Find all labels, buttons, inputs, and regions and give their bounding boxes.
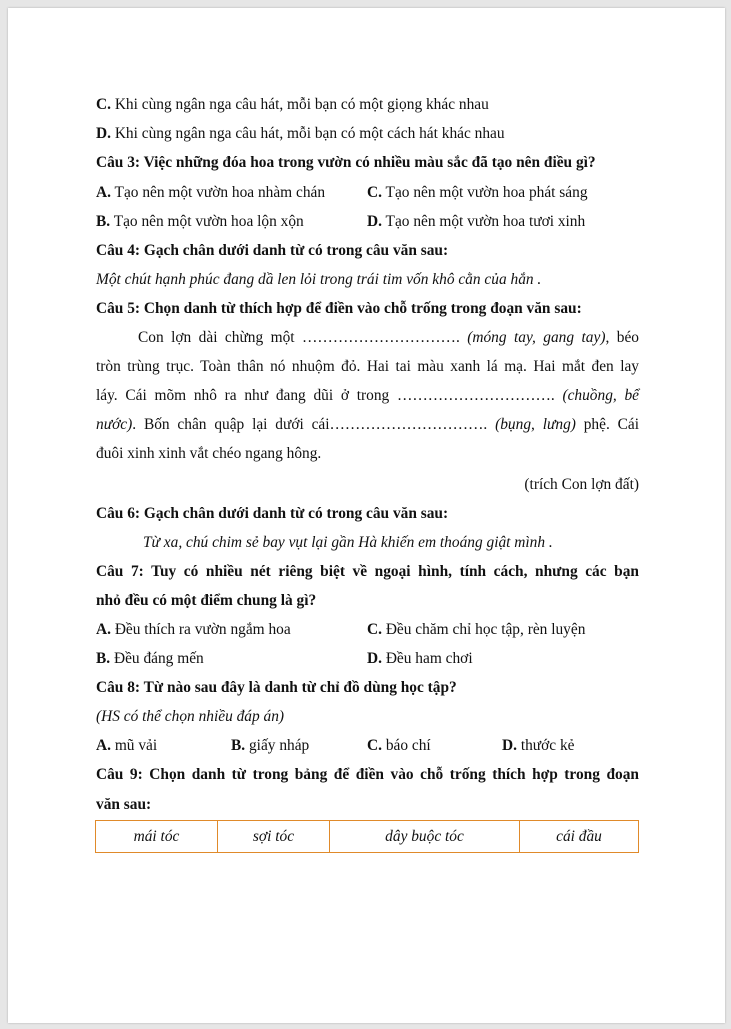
option-d: D. Khi cùng ngân nga câu hát, mỗi bạn có một cách hát khác nhau (96, 125, 505, 142)
word-bank-table (95, 820, 639, 853)
question-9-line-2: văn sau: (96, 796, 152, 813)
question-6: Câu 6: Gạch chân dưới danh từ có trong câu văn sau: (96, 505, 449, 522)
q5-paragraph-line-3: láy. Cái mõm nhô ra như đang dũi ở trong …………………………. (chuồng, bể (96, 387, 639, 404)
q7-option-b: B. Đều đáng mến (96, 650, 204, 667)
q7-option-d: D. Đều ham chơi (367, 650, 473, 667)
q5-paragraph-line-1: Con lợn dài chừng một …………………………. (móng tay, gang tay), béo (138, 329, 639, 346)
q7-option-c: C. Đều chăm chỉ học tập, rèn luyện (367, 621, 586, 638)
q7-option-a: A. Đều thích ra vườn ngắm hoa (96, 621, 291, 638)
q4-sentence: Một chút hạnh phúc đang dầ len lỏi trong trái tim vốn khô cằn của hắn . (96, 271, 542, 288)
q3-option-c: C. Tạo nên một vườn hoa phát sáng (367, 184, 588, 201)
q3-option-b: B. Tạo nên một vườn hoa lộn xộn (96, 213, 304, 230)
q3-option-d: D. Tạo nên một vườn hoa tươi xinh (367, 213, 586, 230)
q8-option-c: C. báo chí (367, 737, 431, 754)
option-c: C. Khi cùng ngân nga câu hát, mỗi bạn có một giọng khác nhau (96, 96, 489, 113)
word-cell: sợi tóc (218, 821, 330, 853)
q8-note: (HS có thể chọn nhiều đáp án) (96, 708, 285, 725)
question-7-line-1: Câu 7: Tuy có nhiều nét riêng biệt về ngoại hình, tính cách, nhưng các bạn (96, 563, 639, 580)
word-cell: dây buộc tóc (330, 821, 520, 853)
q5-paragraph-line-2: tròn trùng trục. Toàn thân nó nhuộm đỏ. Hai tai màu xanh lá mạ. Hai mắt đen lay (96, 358, 639, 375)
q6-sentence: Từ xa, chú chim sẻ bay vụt lại gần Hà khiến em thoáng giật mình . (143, 534, 553, 551)
q8-option-a: A. mũ vải (96, 737, 158, 754)
question-3: Câu 3: Việc những đóa hoa trong vườn có nhiều màu sắc đã tạo nên điều gì? (96, 154, 596, 171)
question-8: Câu 8: Từ nào sau đây là danh từ chỉ đồ dùng học tập? (96, 679, 457, 696)
question-4: Câu 4: Gạch chân dưới danh từ có trong câu văn sau: (96, 242, 449, 259)
q8-option-b: B. giấy nháp (231, 737, 310, 754)
q8-option-d: D. thước kẻ (502, 737, 575, 754)
word-cell: cái đầu (520, 821, 639, 853)
q3-option-a: A. Tạo nên một vườn hoa nhàm chán (96, 184, 326, 201)
question-7-line-2: nhỏ đều có một điểm chung là gì? (96, 592, 317, 609)
q5-paragraph-line-5: đuôi xinh xinh vắt chéo ngang hông. (96, 445, 322, 462)
question-5: Câu 5: Chọn danh từ thích hợp để điền vào chỗ trống trong đoạn văn sau: (96, 300, 582, 317)
word-cell: mái tóc (96, 821, 218, 853)
q5-source: (trích Con lợn đất) (524, 476, 639, 493)
question-9-line-1: Câu 9: Chọn danh từ trong bảng để điền vào chỗ trống thích hợp trong đoạn (96, 766, 639, 783)
q5-paragraph-line-4: nước). Bốn chân quập lại dưới cái…………………………. (bụng, lưng) phệ. Cái (96, 416, 639, 433)
